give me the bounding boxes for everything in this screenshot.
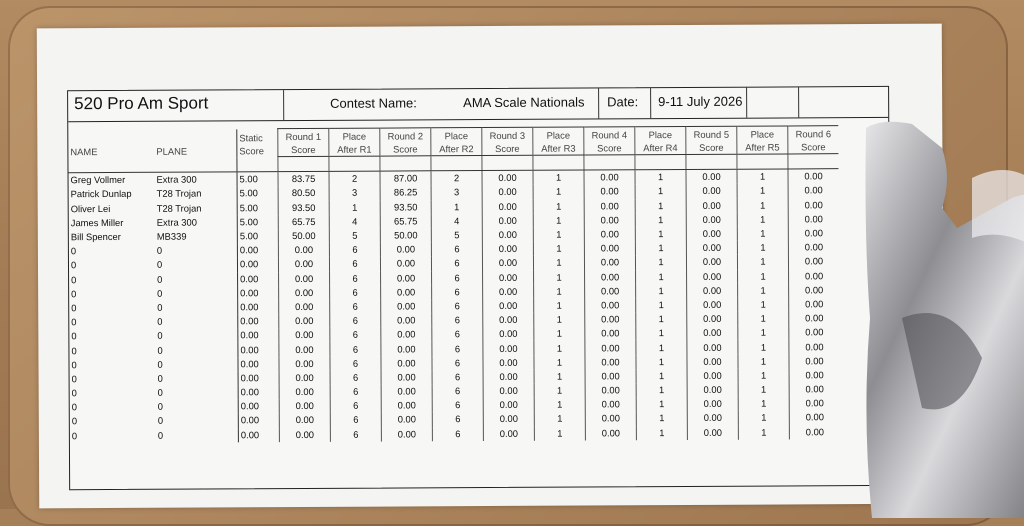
cell-r4: 0.00 — [585, 412, 636, 426]
title-divider — [650, 88, 651, 118]
cell-p4: 1 — [635, 184, 686, 198]
cell-p4: 1 — [636, 355, 687, 369]
cell-r1: 0.00 — [279, 271, 330, 285]
cell-r1: 0.00 — [279, 314, 330, 328]
cell-r5: 0.00 — [686, 169, 737, 184]
cell-p3: 1 — [534, 355, 585, 369]
cell-r3: 0.00 — [483, 313, 534, 327]
cell-r6: 0.00 — [788, 226, 839, 240]
cell-name: 0 — [71, 401, 77, 413]
cell-static: 0.00 — [238, 385, 279, 399]
cell-plane: 0 — [157, 273, 163, 285]
cell-p3: 1 — [533, 170, 584, 185]
cell-r6: 0.00 — [789, 411, 840, 425]
col-r1-header: Round 1 Score — [278, 128, 329, 156]
cell-p4: 1 — [635, 199, 686, 213]
cell-r5: 0.00 — [686, 241, 737, 255]
cell-static: 5.00 — [237, 172, 278, 187]
cell-p4: 1 — [636, 326, 687, 340]
score-sheet — [67, 86, 891, 490]
cell-plane: 0 — [156, 244, 163, 256]
cell-r5: 0.00 — [686, 255, 737, 269]
cell-p5: 1 — [738, 382, 789, 396]
contest-name-label: Contest Name: — [330, 95, 417, 111]
date-value: 9-11 July 2026 — [658, 93, 743, 110]
cell-r3: 0.00 — [483, 426, 534, 440]
title-row — [68, 87, 888, 122]
col-p5-header: Place After R5 — [737, 126, 788, 154]
cell-r1: 0.00 — [278, 243, 329, 257]
cell-p4: 1 — [636, 340, 687, 354]
cell-r6: 0.00 — [789, 382, 840, 396]
cell-p1: 5 — [329, 229, 380, 243]
cell-r3: 0.00 — [483, 370, 534, 384]
cell-p5: 1 — [738, 312, 789, 326]
cell-static: 0.00 — [238, 300, 279, 314]
cell-p2: 6 — [432, 398, 483, 412]
cell-r2: 0.00 — [381, 398, 432, 412]
cell-r2: 50.00 — [380, 228, 431, 242]
cell-p4: 1 — [635, 170, 686, 185]
col-r6-header: Round 6 Score — [788, 126, 839, 154]
cell-r5: 0.00 — [687, 354, 738, 368]
cell-p1: 6 — [330, 342, 381, 356]
cell-r1: 0.00 — [279, 427, 330, 441]
cell-p3: 1 — [533, 199, 584, 213]
cell-plane: 0 — [157, 344, 163, 356]
cell-p1: 6 — [330, 427, 381, 441]
cell-r3: 0.00 — [482, 185, 533, 199]
cell-p1: 6 — [330, 285, 381, 299]
cell-name: 0 — [71, 273, 77, 285]
cell-p1: 3 — [329, 186, 380, 200]
col-r5-header: Round 5 Score — [686, 126, 737, 154]
cell-r6: 0.00 — [789, 297, 840, 311]
cell-r2: 65.75 — [380, 214, 431, 228]
cell-r5: 0.00 — [687, 425, 738, 439]
cell-r4: 0.00 — [584, 227, 635, 241]
cell-p1: 6 — [330, 399, 381, 413]
cell-p2: 6 — [432, 299, 483, 313]
col-r3-header: Round 3 Score — [482, 127, 533, 155]
cell-r4: 0.00 — [584, 170, 635, 185]
cell-r5: 0.00 — [687, 283, 738, 297]
cell-p4: 1 — [636, 426, 687, 440]
cell-p5: 1 — [737, 255, 788, 269]
cell-plane: Extra 300 — [156, 173, 197, 186]
cell-p2: 6 — [432, 356, 483, 370]
cell-p5: 1 — [737, 226, 788, 240]
cell-name: 0 — [71, 316, 77, 328]
cell-r1: 0.00 — [279, 356, 330, 370]
cell-r1: 93.50 — [278, 200, 329, 214]
cell-r1: 0.00 — [279, 385, 330, 399]
cell-r6: 0.00 — [789, 425, 840, 439]
cell-r1: 0.00 — [279, 371, 330, 385]
cell-r4: 0.00 — [585, 341, 636, 355]
cell-static: 5.00 — [237, 229, 278, 243]
cell-p1: 1 — [329, 200, 380, 214]
cell-p2: 6 — [432, 412, 483, 426]
cell-p2: 5 — [431, 228, 482, 242]
cell-r2: 0.00 — [381, 313, 432, 327]
cell-p3: 1 — [533, 213, 584, 227]
cell-r6: 0.00 — [788, 169, 839, 184]
cell-r6: 0.00 — [789, 269, 840, 283]
cell-r5: 0.00 — [687, 298, 738, 312]
cell-r5: 0.00 — [687, 397, 738, 411]
cell-r1: 0.00 — [279, 286, 330, 300]
cell-p2: 6 — [432, 427, 483, 441]
cell-plane: 0 — [157, 415, 164, 427]
cell-r1: 80.50 — [278, 186, 329, 200]
cell-p3: 1 — [534, 298, 585, 312]
cell-r6: 0.00 — [788, 212, 839, 226]
cell-r2: 0.00 — [381, 299, 432, 313]
col-p3-header: Place After R3 — [533, 127, 584, 155]
cell-name: 0 — [70, 245, 77, 257]
cell-p1: 6 — [330, 370, 381, 384]
cell-r3: 0.00 — [482, 170, 533, 185]
cell-r4: 0.00 — [584, 256, 635, 270]
cell-r2: 0.00 — [381, 285, 432, 299]
clipboard-clip-icon — [862, 118, 1024, 518]
cell-r2: 0.00 — [381, 356, 432, 370]
cell-p5: 1 — [738, 368, 789, 382]
cell-name: Oliver Lei — [70, 202, 111, 214]
cell-p4: 1 — [636, 369, 687, 383]
cell-r5: 0.00 — [686, 184, 737, 198]
cell-p2: 2 — [431, 171, 482, 186]
cell-static: 0.00 — [238, 328, 279, 342]
cell-p1: 6 — [330, 299, 381, 313]
cell-p4: 1 — [635, 227, 686, 241]
cell-static: 0.00 — [238, 413, 279, 427]
cell-p1: 6 — [330, 356, 381, 370]
cell-p2: 6 — [432, 271, 483, 285]
cell-name: 0 — [71, 415, 78, 427]
col-r2-header: Round 2 Score — [380, 128, 431, 156]
cell-r1: 0.00 — [279, 399, 330, 413]
table-header-row — [68, 126, 838, 158]
cell-plane: MB339 — [156, 230, 187, 242]
cell-r3: 0.00 — [483, 327, 534, 341]
cell-p4: 1 — [635, 213, 686, 227]
cell-r4: 0.00 — [585, 312, 636, 326]
cell-r3: 0.00 — [482, 242, 533, 256]
cell-p2: 3 — [431, 185, 482, 199]
cell-p4: 1 — [636, 298, 687, 312]
cell-static: 5.00 — [237, 215, 278, 229]
cell-plane: 0 — [157, 386, 163, 398]
cell-p2: 6 — [432, 313, 483, 327]
cell-name: Greg Vollmer — [70, 174, 126, 186]
cell-r2: 86.25 — [380, 186, 431, 200]
cell-p3: 1 — [533, 185, 584, 199]
cell-static: 5.00 — [237, 186, 278, 200]
cell-r5: 0.00 — [687, 369, 738, 383]
cell-r6: 0.00 — [789, 368, 840, 382]
cell-plane: Extra 300 — [156, 216, 197, 228]
cell-p5: 1 — [737, 198, 788, 212]
cell-r1: 0.00 — [279, 328, 330, 342]
cell-static: 0.00 — [238, 286, 279, 300]
cell-r1: 65.75 — [278, 215, 329, 229]
cell-p1: 6 — [330, 314, 381, 328]
cell-plane: 0 — [157, 372, 163, 384]
cell-static: 0.00 — [238, 314, 279, 328]
cell-r5: 0.00 — [686, 212, 737, 226]
cell-name: James Miller — [70, 216, 124, 229]
cell-r6: 0.00 — [788, 198, 839, 212]
cell-r3: 0.00 — [483, 299, 534, 313]
cell-p5: 1 — [738, 354, 789, 368]
title-divider — [283, 90, 284, 120]
cell-p5: 1 — [738, 411, 789, 425]
cell-name: 0 — [71, 373, 77, 385]
cell-p5: 1 — [738, 297, 789, 311]
cell-p3: 1 — [534, 369, 585, 383]
cell-r2: 0.00 — [381, 328, 432, 342]
cell-r4: 0.00 — [584, 213, 635, 227]
cell-p3: 1 — [534, 341, 585, 355]
cell-plane: 0 — [157, 358, 163, 370]
cell-p2: 4 — [431, 214, 482, 228]
cell-p5: 1 — [738, 340, 789, 354]
cell-p3: 1 — [533, 256, 584, 270]
cell-r4: 0.00 — [585, 284, 636, 298]
col-p2-header: Place After R2 — [431, 128, 482, 156]
cell-p5: 1 — [737, 241, 788, 255]
col-plane-header: PLANE — [156, 145, 188, 157]
cell-r3: 0.00 — [482, 256, 533, 270]
cell-p1: 2 — [329, 171, 380, 186]
table-row — [70, 425, 840, 443]
cell-r5: 0.00 — [687, 312, 738, 326]
date-label: Date: — [607, 94, 639, 110]
cell-static: 0.00 — [238, 399, 279, 413]
cell-r3: 0.00 — [483, 341, 534, 355]
cell-p2: 1 — [431, 200, 482, 214]
cell-p4: 1 — [635, 241, 686, 255]
cell-r2: 0.00 — [381, 413, 432, 427]
cell-p3: 1 — [534, 426, 585, 440]
cell-name: 0 — [71, 302, 77, 314]
cell-static: 0.00 — [238, 272, 279, 286]
cell-p5: 1 — [738, 425, 789, 439]
cell-r3: 0.00 — [483, 270, 534, 284]
cell-p3: 1 — [534, 313, 585, 327]
title-divider — [598, 88, 599, 118]
cell-plane: 0 — [157, 315, 163, 327]
cell-p2: 6 — [432, 285, 483, 299]
cell-r4: 0.00 — [585, 426, 636, 440]
cell-plane: 0 — [157, 301, 163, 313]
cell-r5: 0.00 — [687, 411, 738, 425]
cell-plane: T28 Trojan — [156, 187, 202, 200]
cell-r6: 0.00 — [788, 240, 839, 254]
cell-r2: 93.50 — [380, 200, 431, 214]
cell-p1: 6 — [330, 328, 381, 342]
cell-p4: 1 — [635, 255, 686, 269]
cell-static: 0.00 — [237, 243, 278, 257]
cell-p1: 6 — [329, 257, 380, 271]
score-table-body — [69, 169, 840, 443]
cell-plane: 0 — [157, 429, 164, 441]
cell-p3: 1 — [534, 327, 585, 341]
cell-r5: 0.00 — [686, 227, 737, 241]
cell-r2: 0.00 — [381, 370, 432, 384]
cell-r2: 0.00 — [380, 242, 431, 256]
cell-p2: 6 — [432, 384, 483, 398]
cell-plane: 0 — [156, 259, 163, 271]
cell-r3: 0.00 — [483, 412, 534, 426]
cell-r6: 0.00 — [789, 354, 840, 368]
cell-p4: 1 — [636, 284, 687, 298]
cell-r1: 0.00 — [278, 257, 329, 271]
cell-plane: 0 — [157, 330, 163, 342]
cell-p1: 6 — [330, 385, 381, 399]
cell-r1: 83.75 — [278, 172, 329, 187]
cell-p3: 1 — [534, 412, 585, 426]
col-name-header: NAME — [70, 145, 98, 157]
cell-p3: 1 — [534, 270, 585, 284]
cell-plane: T28 Trojan — [156, 202, 202, 214]
cell-r4: 0.00 — [585, 326, 636, 340]
cell-r2: 0.00 — [380, 257, 431, 271]
cell-r3: 0.00 — [483, 284, 534, 298]
cell-r4: 0.00 — [585, 270, 636, 284]
cell-r3: 0.00 — [482, 214, 533, 228]
cell-p4: 1 — [636, 397, 687, 411]
cell-r2: 0.00 — [381, 342, 432, 356]
cell-p5: 1 — [738, 269, 789, 283]
cell-name: 0 — [71, 330, 77, 342]
cell-plane: 0 — [157, 400, 163, 413]
cell-r3: 0.00 — [482, 199, 533, 213]
cell-static: 0.00 — [238, 428, 279, 442]
cell-r1: 0.00 — [279, 413, 330, 427]
cell-p1: 4 — [329, 214, 380, 228]
cell-p5: 1 — [737, 184, 788, 198]
contest-name-value: AMA Scale Nationals — [463, 94, 585, 111]
cell-static: 0.00 — [238, 343, 279, 357]
cell-p5: 1 — [737, 169, 788, 184]
score-table — [68, 125, 840, 443]
cell-p3: 1 — [534, 384, 585, 398]
cell-r3: 0.00 — [483, 384, 534, 398]
cell-p1: 6 — [329, 243, 380, 257]
cell-r4: 0.00 — [585, 355, 636, 369]
cell-r3: 0.00 — [482, 228, 533, 242]
cell-p2: 6 — [431, 242, 482, 256]
cell-static: 5.00 — [237, 201, 278, 215]
cell-p4: 1 — [636, 383, 687, 397]
cell-r2: 0.00 — [381, 384, 432, 398]
cell-p2: 6 — [432, 341, 483, 355]
cell-r3: 0.00 — [483, 355, 534, 369]
cell-r4: 0.00 — [585, 383, 636, 397]
cell-r1: 50.00 — [278, 229, 329, 243]
cell-p4: 1 — [636, 312, 687, 326]
cell-r6: 0.00 — [788, 254, 839, 268]
col-static-header: Static Score — [237, 129, 278, 157]
cell-p2: 6 — [432, 370, 483, 384]
cell-p5: 1 — [738, 326, 789, 340]
cell-r5: 0.00 — [687, 326, 738, 340]
cell-p1: 6 — [330, 413, 381, 427]
cell-r6: 0.00 — [788, 184, 839, 198]
cell-r2: 0.00 — [381, 427, 432, 441]
cell-r3: 0.00 — [483, 398, 534, 412]
cell-static: 0.00 — [238, 357, 279, 371]
cell-p2: 6 — [432, 327, 483, 341]
cell-name: Patrick Dunlap — [70, 188, 132, 200]
cell-p5: 1 — [738, 397, 789, 411]
cell-p1: 6 — [330, 271, 381, 285]
cell-p3: 1 — [534, 398, 585, 412]
cell-name: 0 — [71, 344, 77, 356]
cell-r4: 0.00 — [584, 241, 635, 255]
cell-name: 0 — [71, 358, 77, 370]
sheet-title: 520 Pro Am Sport — [74, 93, 209, 114]
title-divider — [798, 87, 799, 117]
cell-r6: 0.00 — [789, 311, 840, 325]
cell-p3: 1 — [533, 242, 584, 256]
score-sheet-paper — [37, 24, 945, 509]
cell-p2: 6 — [431, 256, 482, 270]
cell-r6: 0.00 — [789, 325, 840, 339]
cell-r4: 0.00 — [585, 397, 636, 411]
col-p1-header: Place After R1 — [329, 128, 380, 156]
cell-static: 0.00 — [237, 257, 278, 271]
cell-r2: 87.00 — [380, 171, 431, 186]
cell-name: Bill Spencer — [70, 230, 121, 243]
cell-r5: 0.00 — [687, 383, 738, 397]
cell-name: 0 — [70, 259, 77, 271]
cell-r6: 0.00 — [789, 396, 840, 410]
cell-r6: 0.00 — [789, 283, 840, 297]
cell-plane: 0 — [157, 287, 163, 299]
cell-r4: 0.00 — [585, 369, 636, 383]
cell-static: 0.00 — [238, 371, 279, 385]
cell-name: 0 — [71, 287, 77, 299]
cell-r4: 0.00 — [585, 298, 636, 312]
cell-p3: 1 — [533, 227, 584, 241]
cell-p4: 1 — [636, 269, 687, 283]
cell-name: 0 — [71, 429, 78, 441]
cell-r1: 0.00 — [279, 342, 330, 356]
cell-p5: 1 — [738, 283, 789, 297]
cell-r4: 0.00 — [584, 185, 635, 199]
cell-r1: 0.00 — [279, 300, 330, 314]
cell-r4: 0.00 — [584, 199, 635, 213]
col-r4-header: Round 4 Score — [584, 127, 635, 155]
cell-r6: 0.00 — [789, 340, 840, 354]
cell-p5: 1 — [737, 212, 788, 226]
cell-r5: 0.00 — [687, 340, 738, 354]
col-p4-header: Place After R4 — [635, 126, 686, 154]
cell-r2: 0.00 — [381, 271, 432, 285]
cell-r5: 0.00 — [686, 198, 737, 212]
title-divider — [746, 88, 747, 118]
cell-p3: 1 — [534, 284, 585, 298]
cell-name: 0 — [71, 387, 77, 399]
cell-r5: 0.00 — [687, 269, 738, 283]
cell-p4: 1 — [636, 411, 687, 425]
